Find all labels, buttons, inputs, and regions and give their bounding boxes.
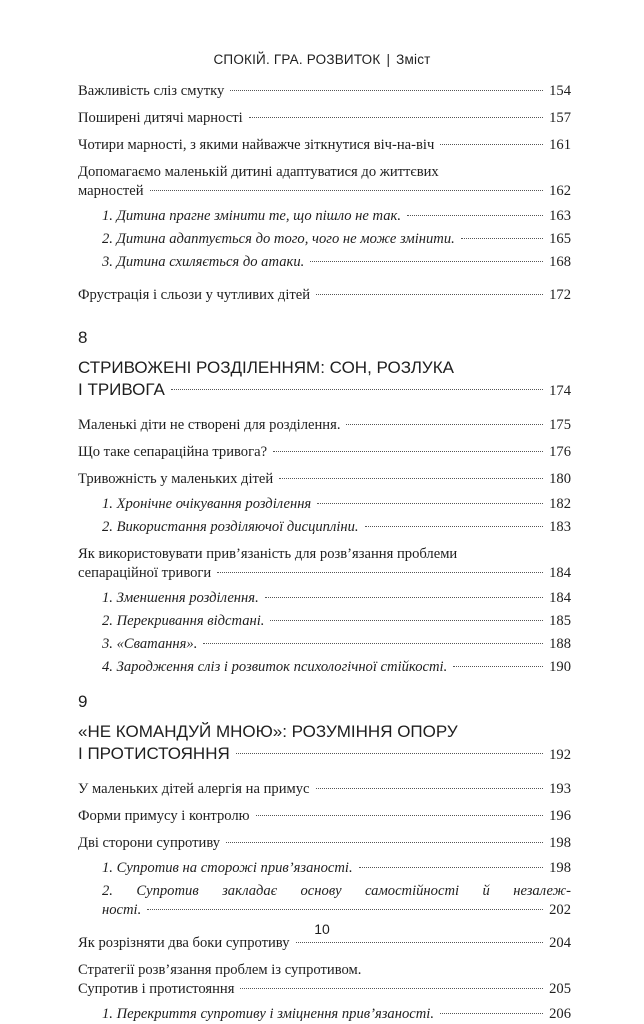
toc-page-number: 182 xyxy=(549,496,571,512)
toc-page-number: 161 xyxy=(549,137,571,153)
dot-leader xyxy=(359,867,543,868)
dot-leader xyxy=(273,451,543,452)
toc-page-number: 174 xyxy=(549,383,571,399)
dot-leader xyxy=(256,815,544,816)
dot-leader xyxy=(407,215,543,216)
toc-entry-title-line2: Супротив і протистояння xyxy=(78,981,235,997)
toc-entry[interactable] xyxy=(78,834,571,853)
toc-entry-title-line1: Як використовувати прив’язаність для розв’язання проблеми xyxy=(78,546,458,562)
toc-entry[interactable] xyxy=(78,961,571,999)
toc-page-number: 165 xyxy=(549,231,571,247)
toc-entry[interactable] xyxy=(78,780,571,799)
toc-entry[interactable] xyxy=(78,416,571,435)
chapter-title[interactable] xyxy=(78,357,571,402)
toc-page-number: 185 xyxy=(549,613,571,629)
toc-entry-title-line1: Допомагаємо маленькій дитині адаптуватися до життєвих xyxy=(78,164,439,180)
running-header xyxy=(0,52,644,67)
toc-entry-title: Форми примусу і контролю xyxy=(78,808,250,824)
dot-leader xyxy=(236,753,543,754)
toc-subentry[interactable] xyxy=(102,882,571,920)
toc-page-number: 192 xyxy=(549,747,571,763)
toc-subentry-title: 3. «Сватання». xyxy=(102,636,198,652)
dot-leader xyxy=(240,988,543,989)
toc-entry-title: Тривожність у маленьких дітей xyxy=(78,471,274,487)
dot-leader xyxy=(226,842,543,843)
dot-leader xyxy=(279,478,543,479)
toc-subentry-title: 1. Хронічне очікування розділення xyxy=(102,496,312,512)
toc-subentry[interactable] xyxy=(102,1005,571,1024)
dot-leader xyxy=(150,190,544,191)
toc-subentry[interactable] xyxy=(102,658,571,677)
header-divider: | xyxy=(386,52,391,67)
toc-page-number: 180 xyxy=(549,471,571,487)
toc-page-number: 176 xyxy=(549,444,571,460)
dot-leader xyxy=(316,294,543,295)
toc-subentry[interactable] xyxy=(102,612,571,631)
page-number: 10 xyxy=(314,921,330,937)
toc-page-number: 154 xyxy=(549,83,571,99)
dot-leader xyxy=(270,620,543,621)
toc-page-number: 202 xyxy=(549,902,571,918)
dot-leader xyxy=(217,572,543,573)
book-title: СПОКІЙ. ГРА. РОЗВИТОК xyxy=(213,52,381,67)
toc-entry[interactable] xyxy=(78,470,571,489)
toc-subentry[interactable] xyxy=(102,589,571,608)
toc-page-number: 168 xyxy=(549,254,571,270)
toc-entry-title: Як розрізняти два боки супротиву xyxy=(78,935,290,951)
toc-entry[interactable] xyxy=(78,136,571,155)
chapter-title[interactable] xyxy=(78,721,571,766)
toc-subentry-title-line2: ності. xyxy=(102,902,142,918)
toc-page-number: 183 xyxy=(549,519,571,535)
toc-entry[interactable] xyxy=(78,82,571,101)
toc-page-number: 206 xyxy=(549,1006,571,1022)
toc-page-number: 193 xyxy=(549,781,571,797)
toc-subentry[interactable] xyxy=(102,635,571,654)
toc-subentry-title: 1. Супротив на сторожі прив’язаності. xyxy=(102,860,353,876)
toc-page-number: 190 xyxy=(549,659,571,675)
dot-leader xyxy=(310,261,543,262)
chapter-title-line1: «НЕ КОМАНДУЙ МНОЮ»: РОЗУМІННЯ ОПОРУ xyxy=(78,722,458,741)
toc-page-number: 204 xyxy=(549,935,571,951)
dot-leader xyxy=(171,389,543,390)
toc-entry[interactable] xyxy=(78,545,571,583)
toc-subentry[interactable] xyxy=(102,495,571,514)
toc-subentry-title: 1. Перекриття супротиву і зміцнення прив’язаності. xyxy=(102,1006,434,1022)
toc-page-number: 172 xyxy=(549,287,571,303)
chapter-number: 9 xyxy=(78,692,88,711)
toc-entry-title: Чотири марності, з якими найважче зіткнутися віч-на-віч xyxy=(78,137,435,153)
toc-subentry[interactable] xyxy=(102,207,571,226)
toc-page-number: 198 xyxy=(549,860,571,876)
toc-subentry-title: 3. Дитина схиляється до атаки. xyxy=(102,254,305,270)
dot-leader xyxy=(365,526,544,527)
toc-subentry[interactable] xyxy=(102,859,571,878)
toc-subentry-title: 1. Дитина прагне змінити те, що пішло не так. xyxy=(102,208,402,224)
section-name: Зміст xyxy=(396,52,431,67)
toc-entry[interactable] xyxy=(78,109,571,128)
toc-entry[interactable] xyxy=(78,286,571,305)
toc-page-number: 184 xyxy=(549,565,571,581)
dot-leader xyxy=(440,1013,543,1014)
toc-page-number: 188 xyxy=(549,636,571,652)
dot-leader xyxy=(147,909,543,910)
toc-subentry-title: 2. Використання розділяючої дисципліни. xyxy=(102,519,359,535)
toc-entry-title-line2: сепараційної тривоги xyxy=(78,565,212,581)
toc-page-number: 196 xyxy=(549,808,571,824)
dot-leader xyxy=(296,942,544,943)
dot-leader xyxy=(265,597,543,598)
chapter-title-line2: І ТРИВОГА xyxy=(78,380,165,399)
toc-page-number: 198 xyxy=(549,835,571,851)
dot-leader xyxy=(453,666,543,667)
toc-entry-title: Важливість сліз смутку xyxy=(78,83,225,99)
toc-subentry-title-line1: 2. Супротив закладає основу самостійності й незалеж- xyxy=(102,883,571,899)
toc-page-number: 162 xyxy=(549,183,571,199)
chapter-title-line1: СТРИВОЖЕНІ РОЗДІЛЕННЯМ: СОН, РОЗЛУКА xyxy=(78,358,454,377)
toc-subentry-title: 2. Перекривання відстані. xyxy=(102,613,265,629)
chapter-title-line2: І ПРОТИСТОЯННЯ xyxy=(78,744,230,763)
dot-leader xyxy=(346,424,543,425)
toc-page-number: 163 xyxy=(549,208,571,224)
dot-leader xyxy=(316,788,544,789)
dot-leader xyxy=(249,117,543,118)
toc-entry-title: У маленьких дітей алергія на примус xyxy=(78,781,310,797)
table-of-contents xyxy=(78,74,571,1024)
toc-entry-title-line2: марностей xyxy=(78,183,144,199)
chapter-number: 8 xyxy=(78,328,88,347)
dot-leader xyxy=(230,90,543,91)
toc-subentry[interactable] xyxy=(102,230,571,249)
dot-leader xyxy=(461,238,543,239)
toc-page-number: 205 xyxy=(549,981,571,997)
toc-entry-title: Що таке сепараційна тривога? xyxy=(78,444,268,460)
toc-entry-title: Поширені дитячі марності xyxy=(78,110,243,126)
toc-subentry-title: 2. Дитина адаптується до того, чого не може змінити. xyxy=(102,231,455,247)
toc-subentry-title: 4. Зародження сліз і розвиток психологічної стійкості. xyxy=(102,659,448,675)
toc-entry-title: Маленькі діти не створені для розділення. xyxy=(78,417,341,433)
toc-entry[interactable] xyxy=(78,443,571,462)
toc-subentry-title: 1. Зменшення розділення. xyxy=(102,590,259,606)
toc-page-number: 157 xyxy=(549,110,571,126)
toc-entry[interactable] xyxy=(78,807,571,826)
toc-entry-title-line1: Стратегії розв’язання проблем із супротивом. xyxy=(78,962,362,978)
toc-subentry[interactable] xyxy=(102,253,571,272)
toc-page-number: 175 xyxy=(549,417,571,433)
toc-subentry[interactable] xyxy=(102,518,571,537)
dot-leader xyxy=(203,643,543,644)
dot-leader xyxy=(317,503,543,504)
toc-entry-title: Фрустрація і сльози у чутливих дітей xyxy=(78,287,311,303)
dot-leader xyxy=(440,144,543,145)
toc-page-number: 184 xyxy=(549,590,571,606)
toc-entry[interactable] xyxy=(78,163,571,201)
toc-entry-title: Дві сторони супротиву xyxy=(78,835,221,851)
